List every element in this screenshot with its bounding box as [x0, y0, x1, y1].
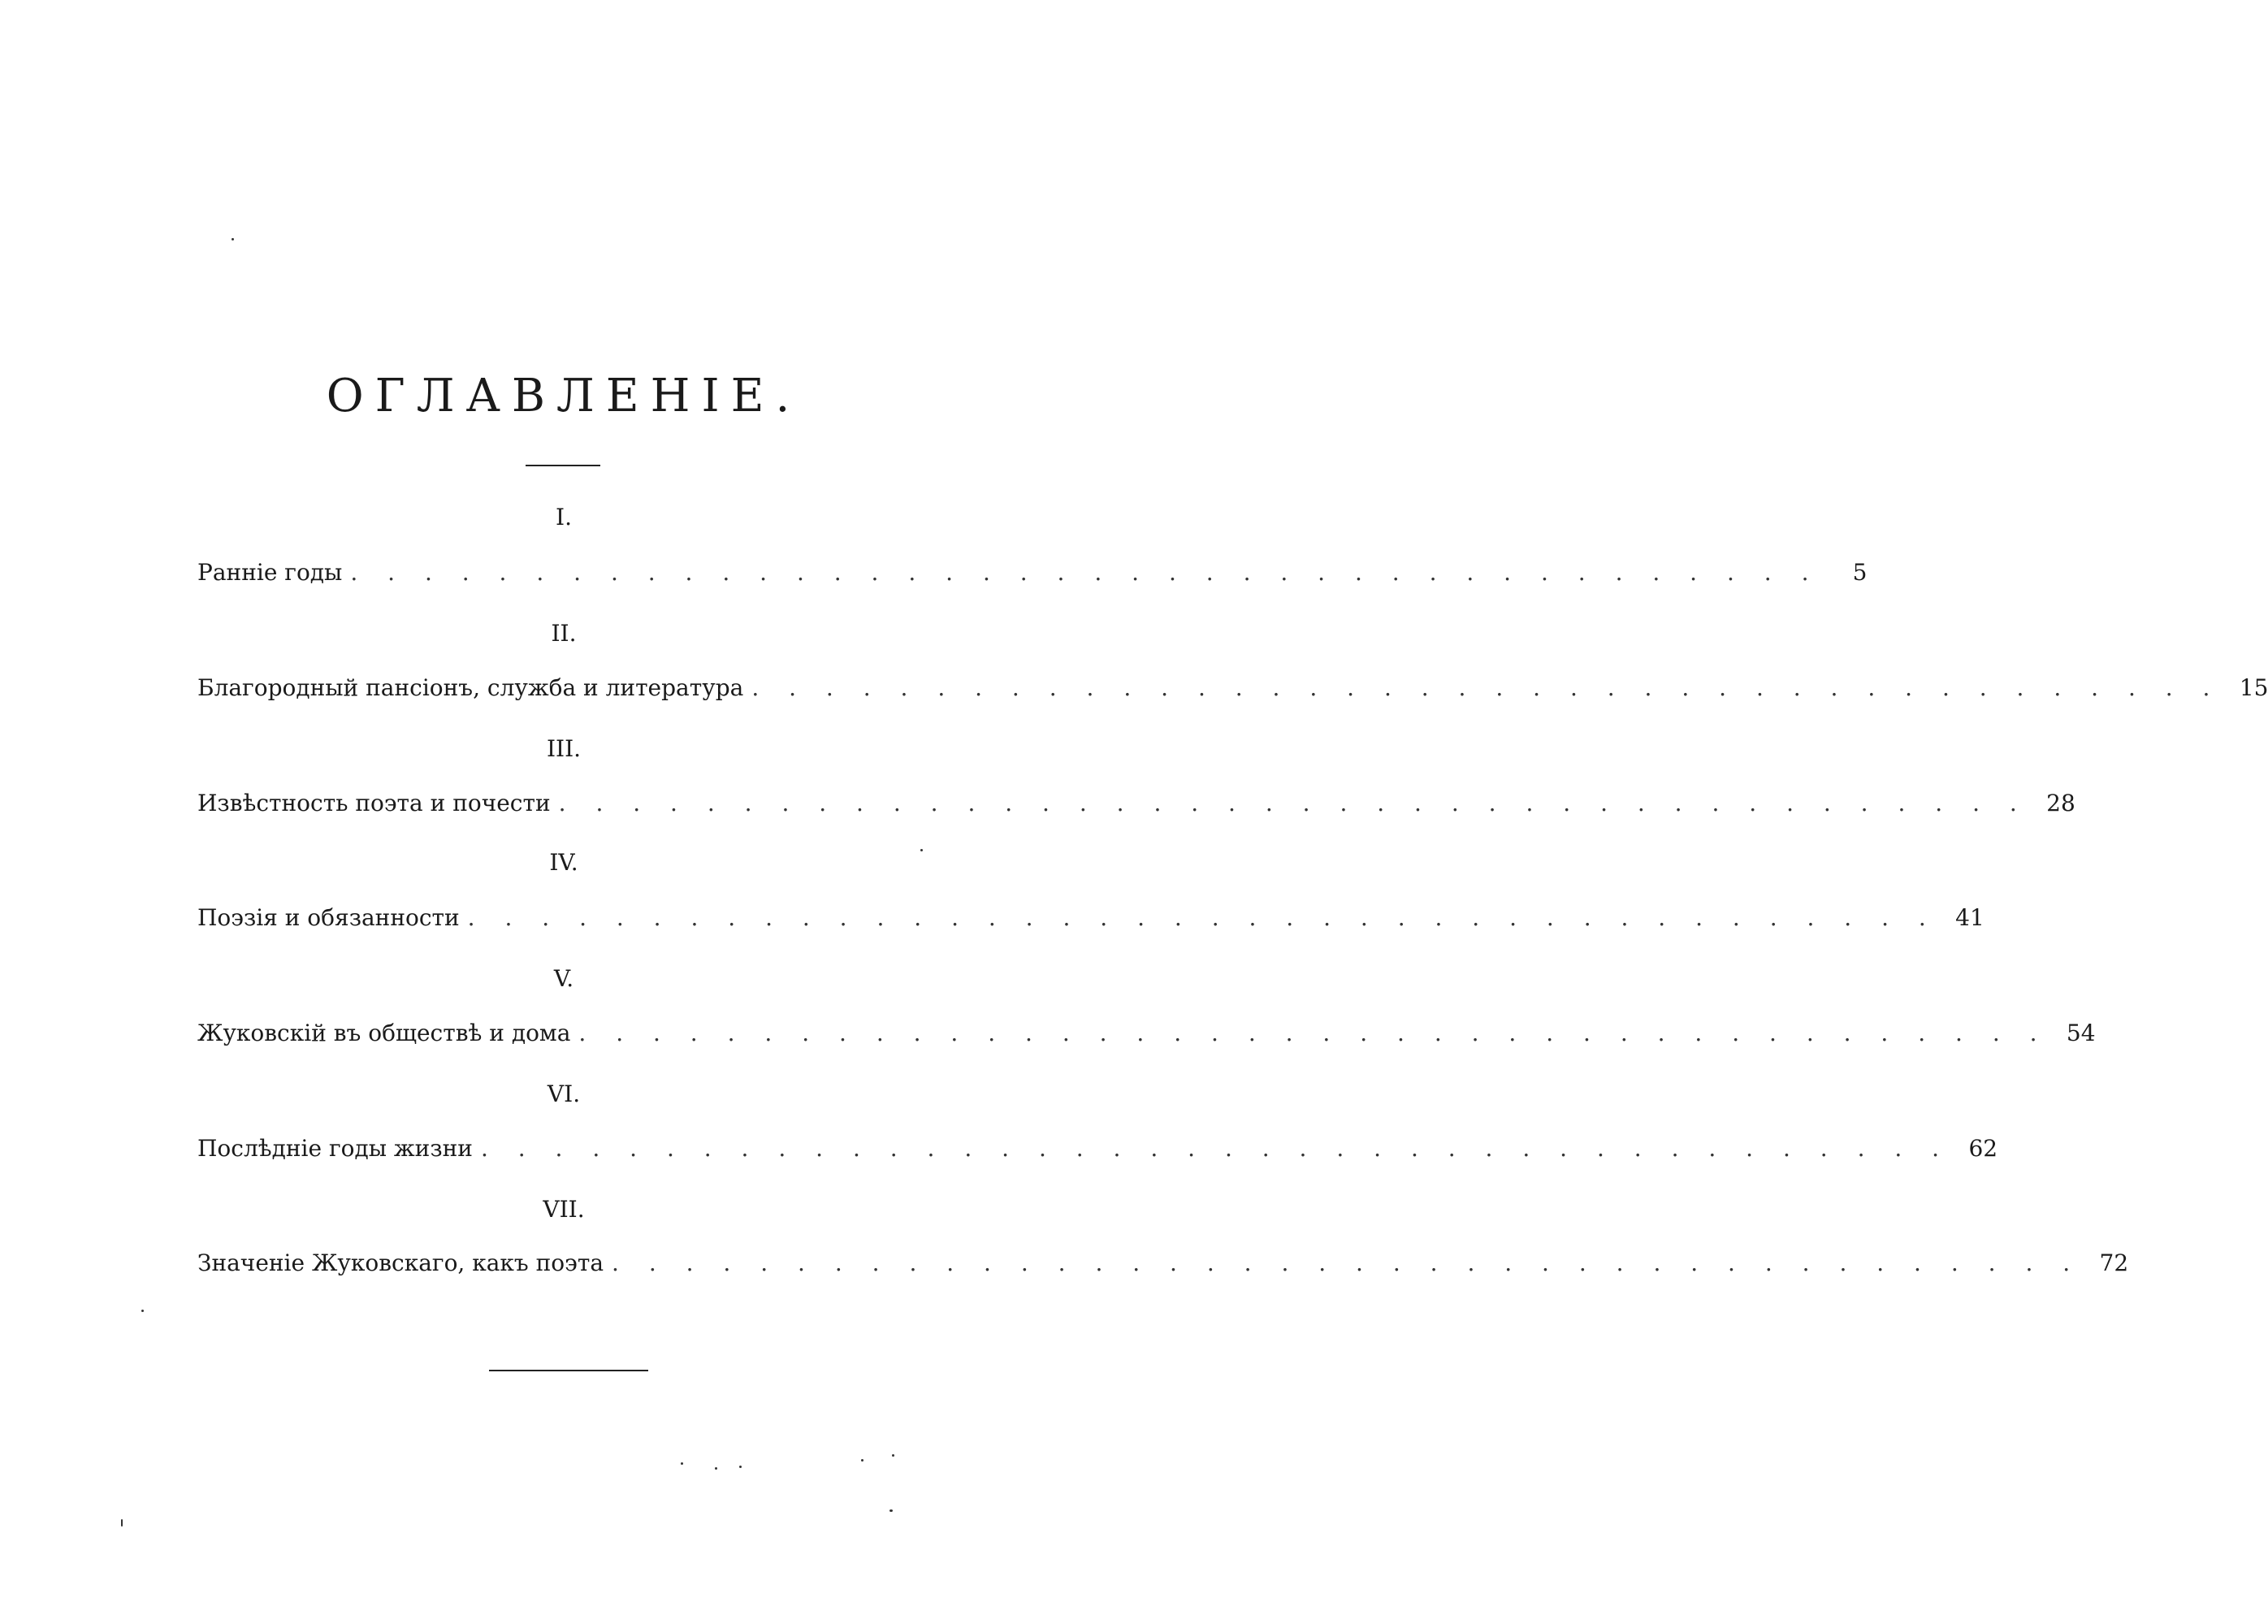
- toc-entry-title: Ранніе годы: [197, 559, 343, 586]
- toc-entry[interactable]: [197, 1135, 1998, 1167]
- toc-entry[interactable]: [197, 904, 1984, 937]
- scan-speck: [920, 849, 923, 851]
- dot-leader: . . . . . . . . . . . . . . . . . . . . . . . . . . . . . . . . . . . . . . . .: [467, 904, 1937, 931]
- toc-entry[interactable]: [197, 559, 1868, 591]
- toc-entry[interactable]: [197, 1020, 2096, 1052]
- scan-speck: [892, 1454, 894, 1457]
- toc-entry-page: 72: [2099, 1249, 2129, 1276]
- toc-entry-title: Жуковскій въ обществѣ и дома: [197, 1020, 571, 1046]
- chapter-number: III.: [546, 735, 582, 762]
- title-rule: [526, 465, 600, 466]
- scan-speck: [681, 1462, 683, 1465]
- scan-speck: [889, 1509, 893, 1512]
- chapter-number: I.: [556, 504, 572, 531]
- dot-leader: . . . . . . . . . . . . . . . . . . . . . . . . . . . . . . . . . . . . . . . .: [612, 1249, 2082, 1276]
- dot-leader: . . . . . . . . . . . . . . . . . . . . . . . . . . . . . . . . . . . . . . . .: [480, 1135, 1951, 1162]
- scan-speck: [861, 1459, 863, 1462]
- closing-rule: [489, 1370, 648, 1371]
- toc-entry[interactable]: [197, 1249, 2129, 1282]
- toc-entry-page: 41: [1955, 904, 1984, 931]
- dot-leader: . . . . . . . . . . . . . . . . . . . . . . . . . . . . . . . . . . . . . . . .: [558, 790, 2028, 816]
- chapter-number: VI.: [547, 1081, 581, 1107]
- toc-entry-page: 15: [2239, 674, 2268, 701]
- page-title: ОГЛАВЛЕНІЕ.: [326, 370, 802, 422]
- toc-entry-title: Благородный пансіонъ, служба и литература: [197, 674, 744, 701]
- scan-speck: [141, 1310, 144, 1312]
- toc-entry-title: Послѣдніе годы жизни: [197, 1135, 473, 1162]
- toc-entry-page: 62: [1968, 1135, 1998, 1162]
- chapter-number: V.: [553, 965, 574, 992]
- scan-speck: [715, 1467, 717, 1470]
- toc-entry-title: Извѣстность поэта и почести: [197, 790, 551, 816]
- scan-speck: [739, 1466, 742, 1468]
- scan-speck: [232, 238, 234, 240]
- toc-entry-title: Значеніе Жуковскаго, какъ поэта: [197, 1249, 604, 1276]
- chapter-number: VII.: [543, 1196, 585, 1223]
- scan-speck: [121, 1519, 123, 1527]
- chapter-number: II.: [551, 620, 577, 647]
- toc-entry-page: 54: [2066, 1020, 2096, 1046]
- toc-entry[interactable]: [197, 790, 2075, 822]
- toc-entry[interactable]: [197, 674, 2268, 707]
- toc-entry-page: 5: [1852, 559, 1868, 586]
- chapter-number: IV.: [549, 849, 578, 876]
- dot-leader: . . . . . . . . . . . . . . . . . . . . . . . . . . . . . . . . . . . . . . . .: [751, 674, 2222, 701]
- toc-entry-page: 28: [2046, 790, 2075, 816]
- dot-leader: . . . . . . . . . . . . . . . . . . . . . . . . . . . . . . . . . . . . . . . .: [578, 1020, 2049, 1046]
- toc-entry-title: Поэзія и обязанности: [197, 904, 460, 931]
- dot-leader: . . . . . . . . . . . . . . . . . . . . . . . . . . . . . . . . . . . . . . . .: [350, 559, 1820, 586]
